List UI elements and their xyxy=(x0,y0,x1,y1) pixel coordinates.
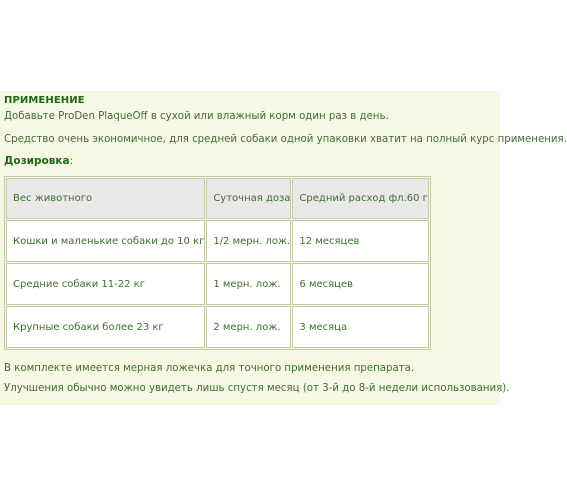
header-cell-weight: Вес животного xyxy=(6,178,205,219)
table-header-row xyxy=(6,178,429,219)
table-cell: 12 месяцев xyxy=(292,220,429,262)
header-cell-consumption: Средний расход фл.60 г xyxy=(292,178,429,219)
economy-paragraph: Средство очень экономичное, для средней собаки одной упаковки хватит на полный курс применения. xyxy=(4,134,567,145)
intro-paragraph: Добавьте ProDen PlaqueOff в сухой или влажный корм один раз в день. xyxy=(4,111,389,122)
dosage-title-colon: : xyxy=(69,155,74,167)
improvement-note: Улучшения обычно можно увидеть лишь спустя месяц (от 3-й до 8-й недели использования). xyxy=(4,383,510,394)
table-cell: Кошки и маленькие собаки до 10 кг xyxy=(6,220,205,262)
dosage-table xyxy=(4,176,431,350)
table-cell: 3 месяца xyxy=(292,306,429,348)
table-cell: 6 месяцев xyxy=(292,263,429,305)
table-row xyxy=(6,220,429,262)
header-cell-daily-dose: Суточная доза xyxy=(206,178,291,219)
table-cell: 1 мерн. лож. xyxy=(206,263,291,305)
table-cell: Крупные собаки более 23 кг xyxy=(6,306,205,348)
table-cell: 1/2 мерн. лож. xyxy=(206,220,291,262)
spoon-note: В комплекте имеется мерная ложечка для точного применения препарата. xyxy=(4,363,415,374)
table-cell: Средние собаки 11-22 кг xyxy=(6,263,205,305)
section-heading: ПРИМЕНЕНИЕ xyxy=(4,95,85,106)
dosage-title xyxy=(4,155,73,167)
table-cell: 2 мерн. лож. xyxy=(206,306,291,348)
content-panel xyxy=(0,91,567,405)
table-row xyxy=(6,306,429,348)
dosage-title-text: Дозировка xyxy=(4,155,70,167)
table-row xyxy=(6,263,429,305)
